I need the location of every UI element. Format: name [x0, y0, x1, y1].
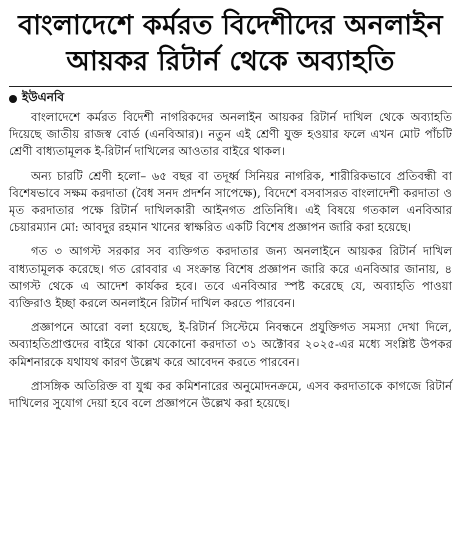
paragraph: প্রাসঙ্গিক অতিরিক্ত বা যুগ্ম কর কমিশনারের অনুমোদনক্রমে, এসব করদাতাকে কাগজে রিটার্ন দাখিলের সুযোগ দেয়া হবে বলে প্রজ্ঞাপনে উল্লেখ করা হয়েছে।	[9, 378, 452, 411]
headline-line-1: বাংলাদেশে কর্মরত বিদেশীদের অনলাইন	[18, 10, 443, 41]
paragraph: প্রজ্ঞাপনে আরো বলা হয়েছে, ই-রিটার্ন সিস্টেমে নিবন্ধনে প্রযুক্তিগত সমস্যা দেখা দিলে, অব্যাহতিপ্রাপ্তদের বাইরে থাকা যেকোনো করদাতা ৩১ অক্টোবর ২০২৫-এর মধ্যে সংশ্লিষ্ট উপকর কমিশনারকে যথাযথ কারণ উল্লেখ করে আবেদন করতে পারবেন।	[9, 320, 452, 369]
paragraph: বাংলাদেশে কর্মরত বিদেশী নাগরিকদের অনলাইন আয়কর রিটার্ন দাখিল থেকে অব্যাহতি দিয়েছে জাতীয় রাজস্ব বোর্ড (এনবিআর)। নতুন এই শ্রেণী যুক্ত হওয়ার ফলে এখন মোট পাঁচটি শ্রেণী বাধ্যতামূলক ই-রিটার্ন দাখিলের আওতার বাইরে থাকল।	[9, 110, 452, 159]
byline-source: ইউএনবি	[22, 90, 64, 104]
headline-line-2: আয়কর রিটার্ন থেকে অব্যাহতি	[66, 46, 395, 77]
byline	[9, 91, 452, 107]
headline	[9, 6, 452, 80]
paragraph: অন্য চারটি শ্রেণী হলো– ৬৫ বছর বা তদূর্ধ্ব সিনিয়র নাগরিক, শারীরিকভাবে প্রতিবন্ধী বা বিশেষভাবে সক্ষম করদাতা (বৈধ সনদ প্রদর্শন সাপেক্ষে), বিদেশে বসবাসরত বাংলাদেশী করদাতা ও মৃত করদাতার পক্ষে রিটার্ন দাখিলকারী আইনগত প্রতিনিধি। এই বিষয়ে গতকাল এনবিআর চেয়ারম্যান মো: আবদুর রহমান খানের স্বাক্ষরিত একটি বিশেষ প্রজ্ঞাপন জারি করা হয়েছে।	[9, 168, 452, 235]
headline-divider	[9, 86, 452, 87]
bullet-icon	[9, 95, 17, 103]
paragraph: গত ৩ আগস্ট সরকার সব ব্যক্তিগত করদাতার জন্য অনলাইনে আয়কর রিটার্ন দাখিল বাধ্যতামূলক করেছে। গত রোববার এ সংক্রান্ত বিশেষ প্রজ্ঞাপন জারি করে এনবিআর জানায়, ৪ আগস্ট থেকে এ আদেশ কার্যকর হবে। তবে এনবিআর স্পষ্ট করেছে যে, অব্যাহতি পাওয়া ব্যক্তিরাও ইচ্ছা করলে অনলাইনে রিটার্ন দাখিল করতে পারবেন।	[9, 244, 452, 311]
article-body	[9, 109, 452, 412]
